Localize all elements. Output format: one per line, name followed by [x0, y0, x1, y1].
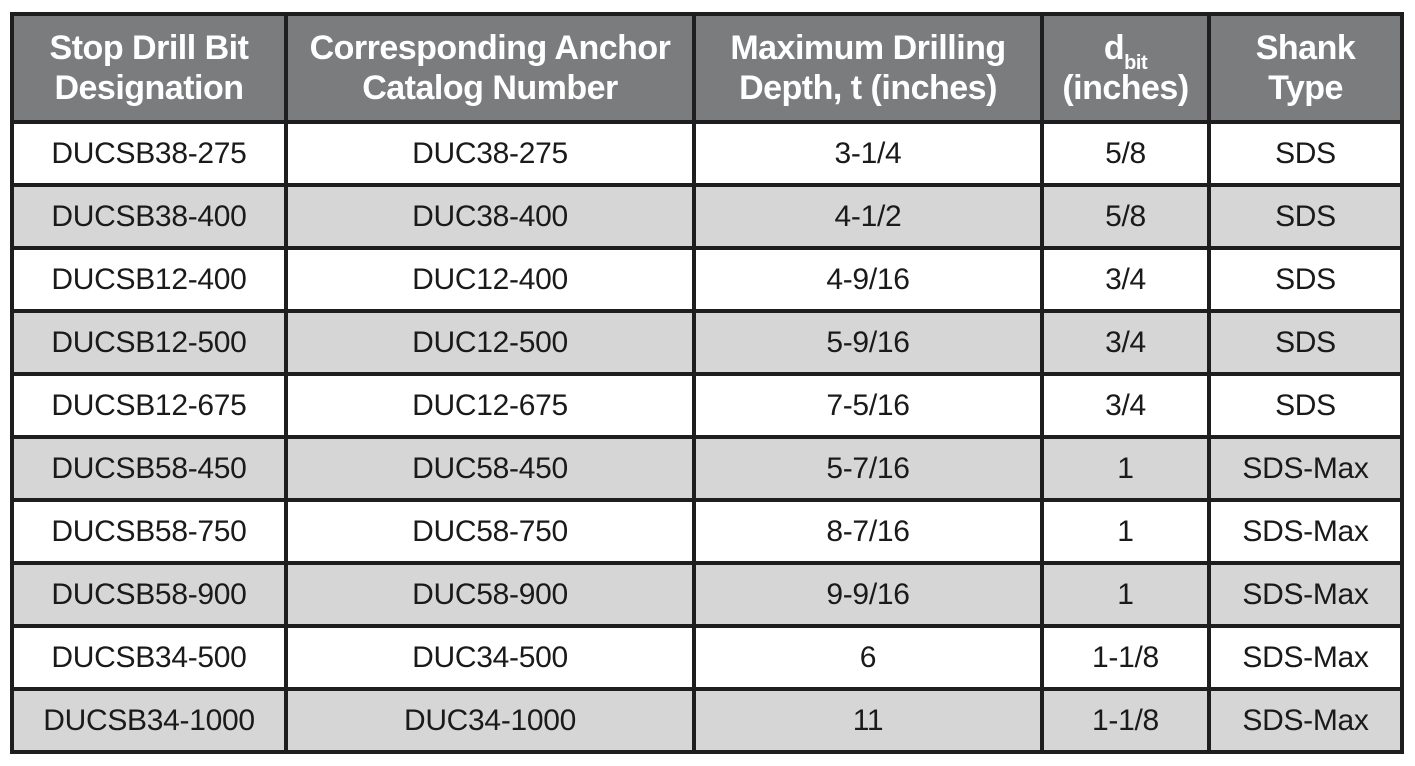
catalog-cell: DUC34-500 [288, 628, 692, 687]
depth-cell: 5-9/16 [696, 313, 1040, 372]
header-row [14, 16, 1400, 120]
designation-cell: DUCSB12-675 [14, 376, 284, 435]
dbit-cell: 5/8 [1044, 187, 1207, 246]
designation-cell: DUCSB58-900 [14, 565, 284, 624]
shank-cell: SDS [1211, 313, 1400, 372]
header-max-depth: Maximum Drilling Depth, t (inches) [696, 16, 1040, 120]
depth-cell: 4-1/2 [696, 187, 1040, 246]
depth-cell: 7-5/16 [696, 376, 1040, 435]
depth-cell: 3-1/4 [696, 124, 1040, 183]
designation-cell: DUCSB38-400 [14, 187, 284, 246]
shank-cell: SDS-Max [1211, 565, 1400, 624]
table-row [14, 691, 1400, 750]
dbit-cell: 3/4 [1044, 376, 1207, 435]
designation-cell: DUCSB58-450 [14, 439, 284, 498]
designation-cell: DUCSB34-1000 [14, 691, 284, 750]
dbit-cell: 3/4 [1044, 250, 1207, 309]
shank-cell: SDS-Max [1211, 502, 1400, 561]
header-anchor-catalog: Corresponding Anchor Catalog Number [288, 16, 692, 120]
depth-cell: 9-9/16 [696, 565, 1040, 624]
drill-bit-table-frame [10, 12, 1404, 754]
table-row [14, 250, 1400, 309]
designation-cell: DUCSB12-400 [14, 250, 284, 309]
table-row [14, 628, 1400, 687]
depth-cell: 6 [696, 628, 1040, 687]
shank-cell: SDS [1211, 250, 1400, 309]
catalog-cell: DUC34-1000 [288, 691, 692, 750]
header-dbit: $d_{bit}$ (inches) [1044, 16, 1207, 120]
table-row [14, 124, 1400, 183]
dbit-cell: 5/8 [1044, 124, 1207, 183]
dbit-cell: 1 [1044, 502, 1207, 561]
table-row [14, 313, 1400, 372]
catalog-cell: DUC12-500 [288, 313, 692, 372]
drill-bit-table [10, 12, 1404, 754]
table-row [14, 187, 1400, 246]
dbit-cell: 1 [1044, 565, 1207, 624]
table-row [14, 439, 1400, 498]
shank-cell: SDS-Max [1211, 439, 1400, 498]
depth-cell: 5-7/16 [696, 439, 1040, 498]
shank-cell: SDS-Max [1211, 628, 1400, 687]
dbit-cell: 3/4 [1044, 313, 1207, 372]
catalog-cell: DUC38-275 [288, 124, 692, 183]
table-row [14, 502, 1400, 561]
catalog-cell: DUC58-750 [288, 502, 692, 561]
catalog-cell: DUC12-675 [288, 376, 692, 435]
shank-cell: SDS-Max [1211, 691, 1400, 750]
depth-cell: 4-9/16 [696, 250, 1040, 309]
catalog-cell: DUC38-400 [288, 187, 692, 246]
dbit-cell: 1-1/8 [1044, 628, 1207, 687]
table-row [14, 565, 1400, 624]
header-shank-type: Shank Type [1211, 16, 1400, 120]
designation-cell: DUCSB58-750 [14, 502, 284, 561]
designation-cell: DUCSB12-500 [14, 313, 284, 372]
designation-cell: DUCSB34-500 [14, 628, 284, 687]
designation-cell: DUCSB38-275 [14, 124, 284, 183]
catalog-cell: DUC12-400 [288, 250, 692, 309]
shank-cell: SDS [1211, 124, 1400, 183]
header-designation: Stop Drill Bit Designation [14, 16, 284, 120]
dbit-cell: 1 [1044, 439, 1207, 498]
dbit-cell: 1-1/8 [1044, 691, 1207, 750]
shank-cell: SDS [1211, 376, 1400, 435]
depth-cell: 11 [696, 691, 1040, 750]
catalog-cell: DUC58-450 [288, 439, 692, 498]
depth-cell: 8-7/16 [696, 502, 1040, 561]
table-row [14, 376, 1400, 435]
catalog-cell: DUC58-900 [288, 565, 692, 624]
shank-cell: SDS [1211, 187, 1400, 246]
